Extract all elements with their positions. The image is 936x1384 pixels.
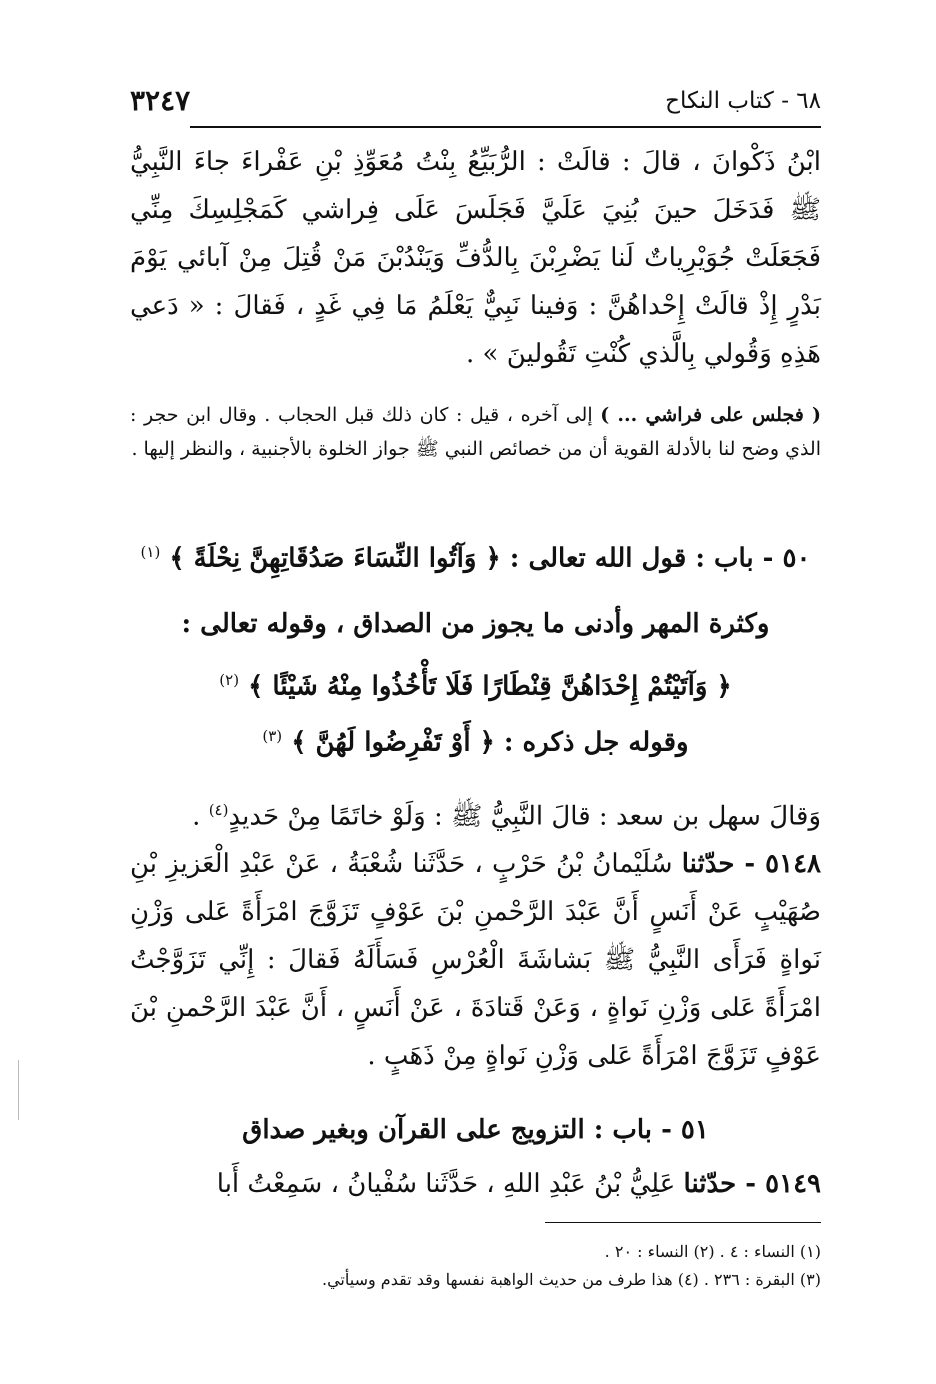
footnote-line-2: (٣) البقرة : ٢٣٦ . (٤) هذا طرف من حديث الواهبة نفسها وقد تقدم وسيأتي. <box>322 1270 821 1289</box>
hadith-top-text: ابْنُ ذَكْوانَ ، قالَ : قالَتْ : الرُّبَيِّعُ بِنْتُ مُعَوِّذِ بْنِ عَفْراءَ جاءَ النَّبِيُّ ﷺ فَدَخَلَ حينَ بُنِيَ عَلَيَّ فَجَلَسَ عَلَى فِراشي كَمَجْلِسِكَ مِنِّي فَجَعَلَتْ جُوَيْرِياتٌ لَنا يَضْرِبْنَ بِالدُّفِّ وَيَنْدُبْنَ مَنْ قُتِلَ مِنْ آبائي يَوْمَ بَدْرٍ إِذْ قالَتْ إِحْداهُنَّ : وَفينا نَبِيٌّ يَعْلَمُ مَا فِي غَدٍ ، فَقالَ : « دَعي هَذِهِ وَقُولي بِالَّذي كُنْتِ تَقُولينَ » . <box>130 147 821 369</box>
sahl-statement <box>130 786 821 841</box>
hadith-5149 <box>130 1160 821 1208</box>
footnote-rule <box>545 1222 821 1223</box>
chapter-50-line2: وكثرة المهر وأدنى ما يجوز من الصداق ، وقوله تعالى : <box>181 609 770 639</box>
header-rule <box>190 126 821 128</box>
chapter-50-verse: ﴿ وَآتَيْتُمْ إِحْدَاهُنَّ قِنْطَارًا فَلَا تَأْخُذُوا مِنْهُ شَيْئًا ﴾ <box>248 671 732 702</box>
footnote-ref-1: (١) <box>140 543 161 561</box>
commentary <box>130 398 821 466</box>
page-number: ٣٢٤٧ <box>130 84 191 117</box>
footnote-ref-3: (٣) <box>262 727 283 745</box>
sahl-end: . <box>192 801 209 832</box>
hadith-5148 <box>130 840 821 1080</box>
chapter-50-line4 <box>130 712 821 767</box>
chapter-title: ٦٨ - كتاب النكاح <box>665 88 821 114</box>
commentary-lead: ( فجلس على فراشي ... ) <box>600 404 821 426</box>
chapter-50-verse-2: وقوله جل ذكره : ﴿ أَوْ تَفْرِضُوا لَهُنَّ ﴾ <box>291 727 689 758</box>
hadith-5148-text: سُلَيْمانُ بْنُ حَرْبٍ ، حَدَّثَنا شُعْبَةُ ، عَنْ عَبْدِ الْعَزيزِ بْنِ صُهَيْبٍ عَنْ أَنَسٍ أَنَّ عَبْدَ الرَّحْمنِ بْنَ عَوْفٍ تَزَوَّجَ امْرَأَةً عَلى وَزْنِ نَواةٍ فَرَأَى النَّبِيُّ ﷺ بَشاشَةَ الْعُرْسِ فَسَأَلَهُ فَقالَ : إِنِّي تَزَوَّجْتُ امْرَأَةً عَلى وَزْنِ نَواةٍ ، وَعَنْ قَتادَةَ ، عَنْ أَنَسٍ ، أَنَّ عَبْدَ الرَّحْمنِ بْنَ عَوْفٍ تَزَوَّجَ امْرَأَةً عَلى وَزْنِ نَواةٍ مِنْ ذَهَبٍ . <box>130 849 821 1071</box>
chapter-51-title: ٥١ - باب : التزويج على القرآن وبغير صداق <box>242 1115 709 1145</box>
commentary-text: إلى آخره ، قيل : كان ذلك قبل الحجاب . وقال ابن حجر : الذي وضح لنا بالأدلة القوية أن من خصائص النبي ﷺ جواز الخلوة بالأجنبية ، والنظر إليها . <box>130 404 821 460</box>
sahl-text: وَقالَ سهل بن سعد : قالَ النَّبِيُّ ﷺ : وَلَوْ خاتَمًا مِنْ حَديدٍ <box>228 801 821 832</box>
margin-mark <box>18 1060 19 1120</box>
hadith-5148-number: ٥١٤٨ - حدّثنا <box>681 849 821 879</box>
page-header <box>130 84 821 128</box>
footnote-ref-4: (٤) <box>208 801 229 819</box>
footnote-ref-2: (٢) <box>219 671 240 689</box>
hadith-5149-text: عَلِيُّ بْنُ عَبْدِ اللهِ ، حَدَّثَنا سُفْيانُ ، سَمِعْتُ أَبا <box>216 1169 684 1199</box>
chapter-50-line3 <box>130 656 821 711</box>
footnote-line-1: (١) النساء : ٤ . (٢) النساء : ٢٠ . <box>604 1242 821 1261</box>
chapter-50-line1 <box>130 528 821 583</box>
chapter-50-title: ٥٠ - باب : قول الله تعالى : ﴿ وَآتُوا النِّسَاءَ صَدُقَاتِهِنَّ نِحْلَةً ﴾ <box>169 543 811 574</box>
hadith-5149-number: ٥١٤٩ - حدّثنا <box>683 1169 821 1199</box>
